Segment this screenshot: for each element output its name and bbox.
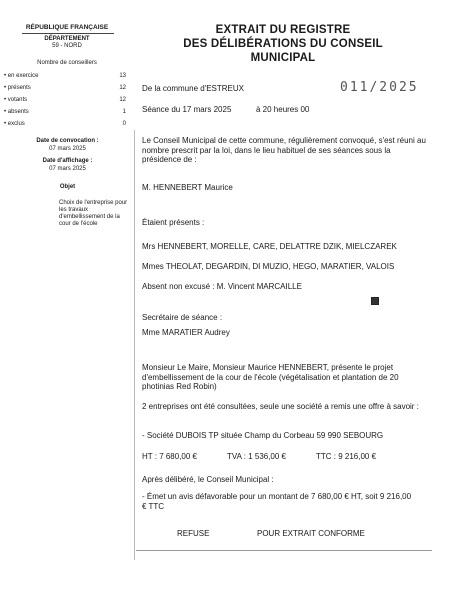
- republic-label: RÉPUBLIQUE FRANÇAISE: [25, 24, 109, 31]
- presents-label: Étaient présents :: [142, 218, 205, 227]
- convocation-label: Date de convocation :: [36, 138, 99, 144]
- refuse-label: REFUSE: [177, 529, 210, 538]
- objet-text: Choix de l'entreprise pour les travaux d'embellissement de la cour de l'école: [59, 200, 128, 227]
- presents-women: Mmes THEOLAT, DEGARDIN, DI MUZIO, HEGO, MARATIER, VALOIS: [142, 262, 395, 271]
- conforme-label: POUR EXTRAIT CONFORME: [257, 529, 365, 538]
- count-value: 0: [122, 121, 126, 127]
- company-line: - Société DUBOIS TP située Champ du Corbeau 59 990 SEBOURG: [142, 431, 384, 440]
- count-label: • en exercice: [4, 73, 39, 79]
- amount-ht: HT : 7 680,00 €: [142, 452, 197, 461]
- secretaire-label: Secrétaire de séance :: [142, 313, 223, 322]
- margin-divider: [134, 130, 135, 560]
- absent-line: Absent non excusé : M. Vincent MARCAILLE: [142, 282, 302, 291]
- consultation-paragraph: 2 entreprises ont été consultées, seule une société a remis une offre à savoir :: [142, 402, 419, 411]
- intro-paragraph: Le Conseil Municipal de cette commune, régulièrement convoqué, s'est réuni au nombre prescrit par la loi, dans le lieu habituel de ses séances sous la présidence de :: [142, 136, 426, 164]
- secretaire-name: Mme MARATIER Audrey: [142, 328, 230, 337]
- count-value: 13: [119, 73, 126, 79]
- bottom-rule: [136, 550, 432, 551]
- presents-men: Mrs HENNEBERT, MORELLE, CARE, DELATTRE DZIK, MIELCZAREK: [142, 242, 397, 251]
- affichage-label: Date d'affichage :: [42, 158, 93, 164]
- title-line-3: MUNICIPAL: [250, 52, 316, 64]
- amount-tva: TVA : 1 536,00 €: [227, 452, 287, 461]
- count-value: 1: [122, 109, 126, 115]
- count-label: • absents: [4, 109, 29, 115]
- count-label: • présents: [4, 85, 31, 91]
- department-label: DÉPARTEMENT: [44, 36, 90, 42]
- objet-label: Objet: [59, 184, 76, 190]
- convocation-date: 07 mars 2025: [49, 146, 86, 152]
- counts-title: Nombre de conseillers: [37, 60, 97, 66]
- after-deliberation: Après délibéré, le Conseil Municipal :: [142, 475, 274, 484]
- count-label: • votants: [4, 97, 28, 103]
- count-value: 12: [119, 97, 126, 103]
- project-paragraph: Monsieur Le Maire, Monsieur Maurice HENNEBERT, présente le projet d'embellissement de la cour de l'école (végétalisation et plantation de 20 photinias Red Robin): [142, 363, 399, 391]
- amount-ttc: TTC : 9 216,00 €: [316, 452, 377, 461]
- decision-line: - Émet un avis défavorable pour un montant de 7 680,00 € HT, soit 9 216,00 € TTC: [142, 492, 412, 511]
- count-value: 12: [119, 85, 126, 91]
- title-line-1: EXTRAIT DU REGISTRE: [215, 24, 351, 36]
- affichage-date: 07 mars 2025: [49, 166, 86, 172]
- deliberation-number: 011/2025: [340, 80, 419, 95]
- count-label: • exclus: [4, 121, 25, 127]
- commune-line: De la commune d'ESTREUX: [142, 84, 245, 93]
- title-line-2: DES DÉLIBÉRATIONS DU CONSEIL: [183, 38, 383, 50]
- seance-hour: à 20 heures 00: [256, 105, 310, 114]
- scan-mark: [371, 297, 379, 305]
- president-name: M. HENNEBERT Maurice: [142, 183, 233, 192]
- seance-date: Séance du 17 mars 2025: [142, 105, 232, 114]
- department-name: 59 - NORD: [52, 43, 82, 49]
- republic-underline: [22, 33, 114, 34]
